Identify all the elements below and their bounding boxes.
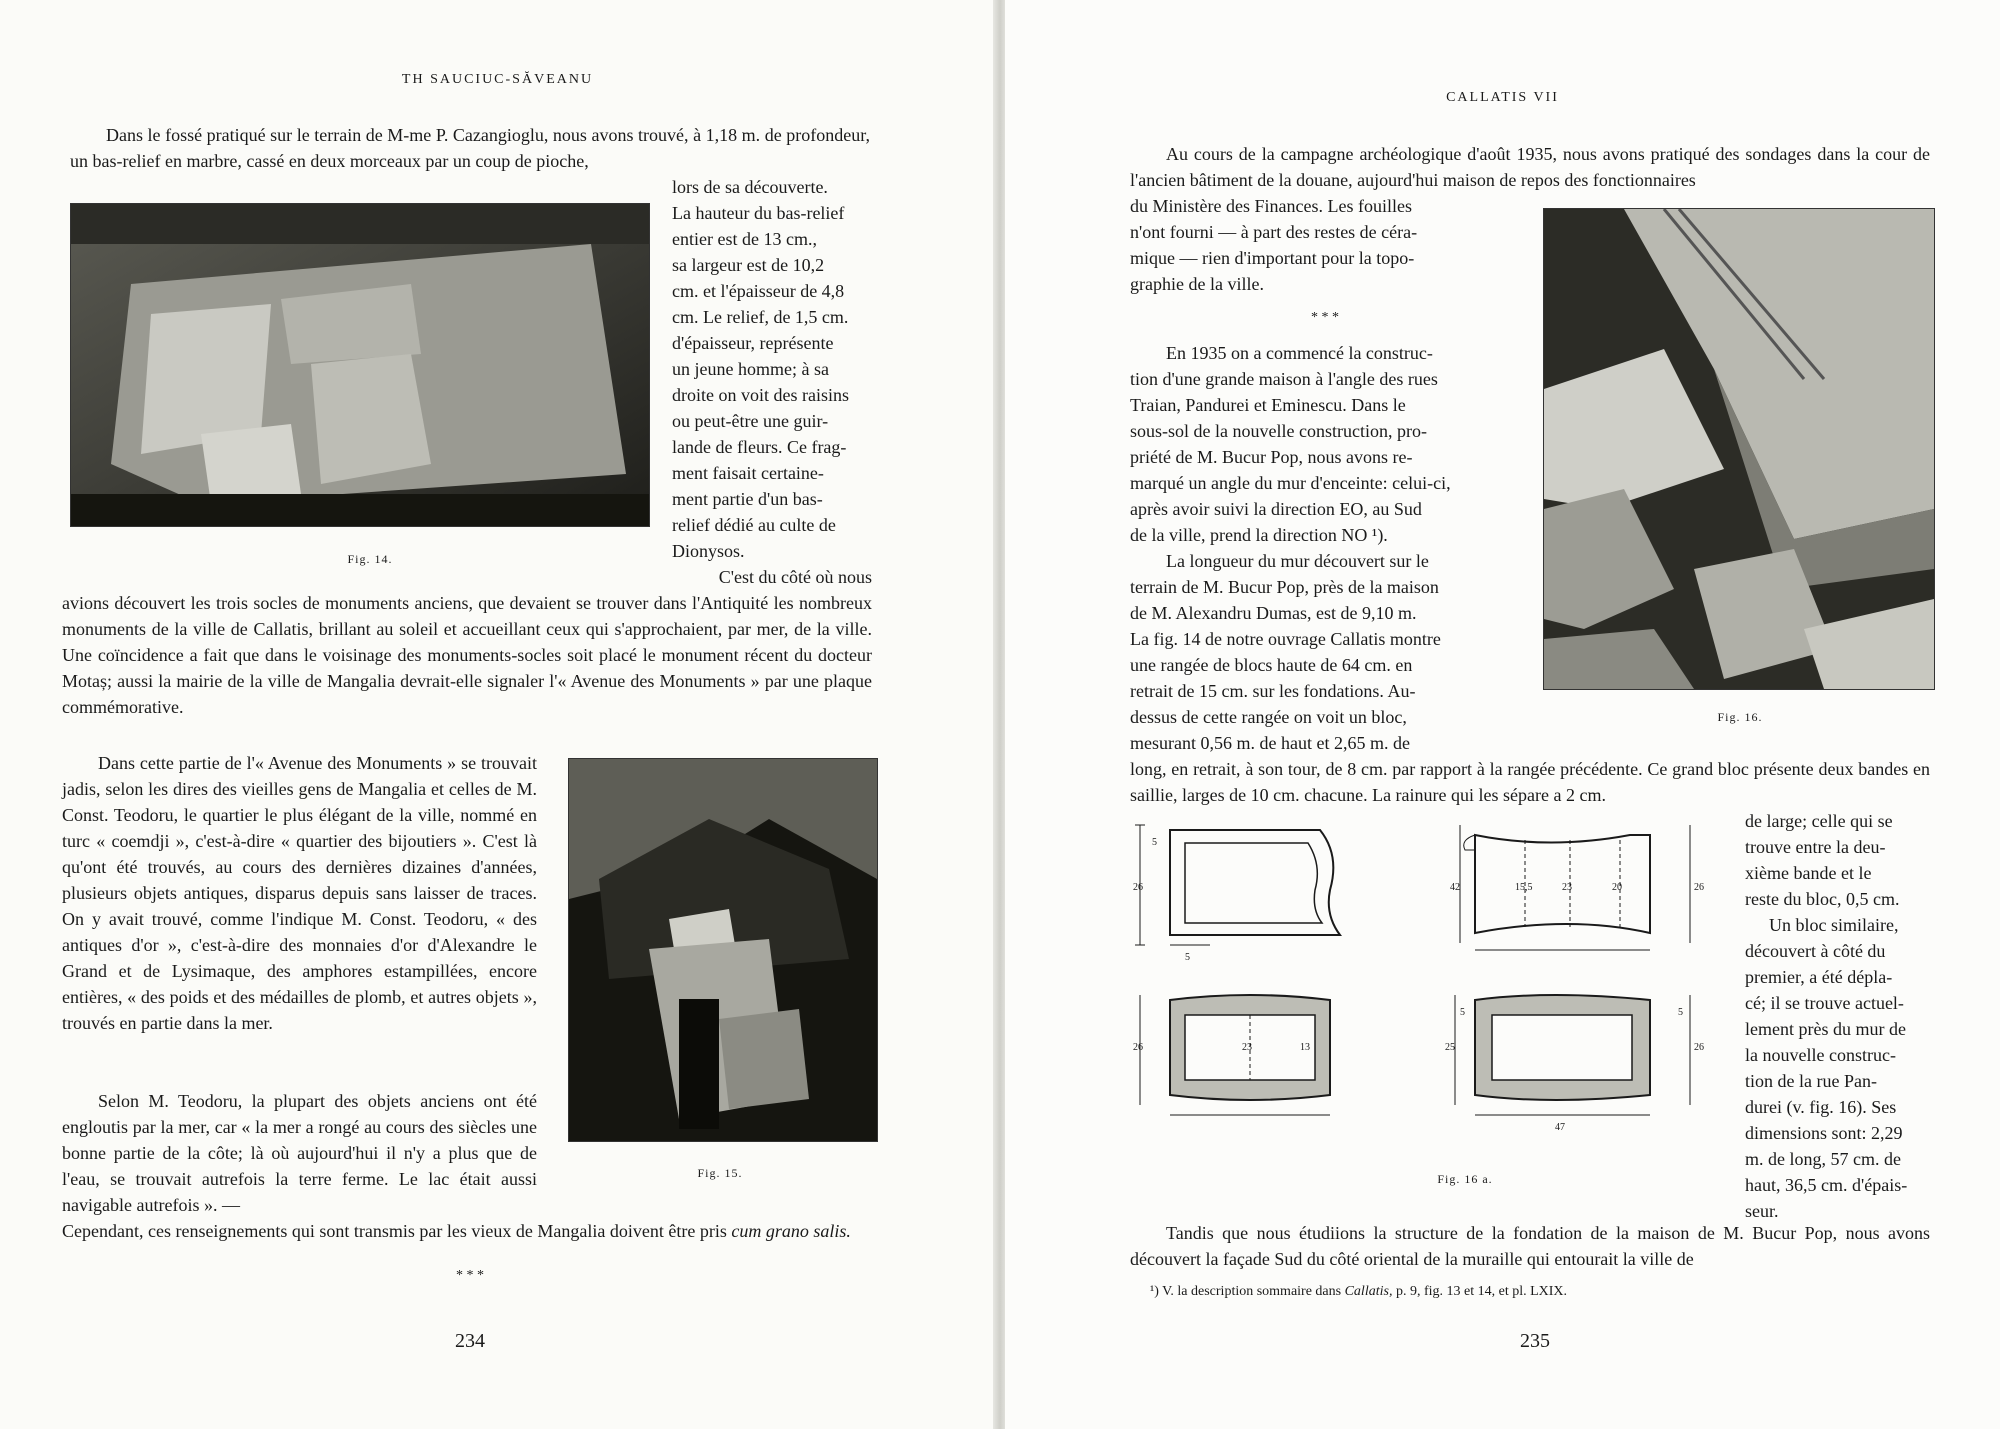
footnote-italic: Callatis,	[1344, 1284, 1393, 1299]
side-line: Dionysos.	[672, 541, 745, 561]
side-line: dessus de cette rangée on voit un bloc,	[1130, 707, 1407, 727]
side-line: de large; celle qui se	[1745, 811, 1893, 831]
side-line: xième bande et le	[1745, 863, 1872, 883]
side-line: trouve entre la deu-	[1745, 837, 1886, 857]
dim-label: 5	[1152, 837, 1157, 848]
right-para-1-side	[1130, 193, 1525, 297]
footnote-text-end: p. 9, fig. 13 et 14, et pl. LXIX.	[1395, 1284, 1568, 1299]
side-line: de M. Alexandru Dumas, est de 9,10 m.	[1130, 603, 1417, 623]
left-para-5	[62, 1218, 872, 1244]
right-para-3	[1130, 548, 1525, 756]
monument-socle-image	[569, 759, 877, 1141]
dim-label: 5	[1185, 952, 1190, 963]
side-line: ment partie d'un bas-	[672, 489, 823, 509]
right-para-4-side	[1745, 912, 1930, 1224]
side-line: retrait de 15 cm. sur les fondations. Au-	[1130, 681, 1416, 701]
side-line: La fig. 14 de notre ouvrage Callatis montre	[1130, 629, 1441, 649]
side-line: lande de fleurs. Ce frag-	[672, 437, 847, 457]
right-page	[1005, 0, 2000, 1429]
dim-label: 42	[1450, 882, 1460, 893]
block-drawing-2	[1450, 825, 1704, 950]
side-line: m. de long, 57 cm. de	[1745, 1149, 1901, 1169]
dim-label: 47	[1555, 1122, 1565, 1133]
fig-14-caption: Fig. 14.	[347, 552, 393, 566]
page-number-right: 235	[1520, 1330, 1550, 1352]
side-line: La hauteur du bas-relief	[672, 203, 845, 223]
wall-block-image	[1544, 209, 1934, 689]
side-line: un jeune homme; à sa	[672, 359, 829, 379]
left-para-3: Dans cette partie de l'« Avenue des Monuments » se trouvait jadis, selon les dires des vieilles gens de Mangalia et celles de M. Const. Teodoru, le quartier le plus élégant de la ville, nommé en turc « coemdji », c'est-à-dire « quartier des bijoutiers ». C'est là qu'ont été trouvés, au cours des dernières dizaines d'années, plusieurs objets antiques, disparus depuis sans laisser de traces. On y avait trouvé, comme l'indique M. Const. Teodoru, « des antiques d'or », c'est-à-dire des monnaies d'or d'Alexandre le Grand et de Lysimaque, des amphores estampillées, encore entières, « des poids et des médailles de plomb, et autres objets », trouvés en partie dans la mer.	[62, 753, 537, 1033]
block-drawing-4	[1445, 995, 1704, 1133]
block-drawing-1	[1133, 825, 1340, 963]
dim-label: 23	[1562, 882, 1572, 893]
side-line: La longueur du mur découvert sur le	[1166, 551, 1429, 571]
dim-label: 13	[1300, 1042, 1310, 1053]
side-line: C'est du côté où nous	[718, 567, 872, 587]
figure-16a-drawings	[1130, 815, 1730, 1145]
dim-label: 23	[1242, 1042, 1252, 1053]
side-line: cé; il se trouve actuel-	[1745, 993, 1904, 1013]
side-line: premier, a été dépla-	[1745, 967, 1893, 987]
side-line: tion de la rue Pan-	[1745, 1071, 1877, 1091]
left-para-1-side	[672, 174, 872, 590]
side-line: une rangée de blocs haute de 64 cm. en	[1130, 655, 1413, 675]
dim-label: 15,5	[1515, 882, 1533, 893]
dim-label: 20	[1612, 882, 1622, 893]
block-drawing-3	[1133, 995, 1330, 1115]
para5-italic: cum grano salis.	[731, 1221, 851, 1241]
page-number-left: 234	[455, 1330, 485, 1352]
side-line: En 1935 on a commencé la construc-	[1166, 343, 1433, 363]
fig-16-caption: Fig. 16.	[1717, 710, 1763, 724]
figure-16-photo	[1543, 208, 1935, 690]
side-line: découvert à côté du	[1745, 941, 1886, 961]
dim-label: 25	[1445, 1042, 1455, 1053]
dim-label: 26	[1694, 882, 1704, 893]
dim-label: 5	[1678, 1007, 1683, 1018]
side-line: cm. et l'épaisseur de 4,8	[672, 281, 845, 301]
side-line: relief dédié au culte de	[672, 515, 836, 535]
side-line: après avoir suivi la direction EO, au Sud	[1130, 499, 1422, 519]
figure-15-photo	[568, 758, 878, 1142]
side-line: entier est de 13 cm.,	[672, 229, 817, 249]
side-line: mique — rien d'important pour la topo-	[1130, 248, 1415, 268]
side-line: Traian, Pandurei et Eminescu. Dans le	[1130, 395, 1406, 415]
right-para-1: Au cours de la campagne archéologique d'août 1935, nous avons pratiqué des sondages dans la cour de l'ancien bâtiment de la douane, aujourd'hui maison de repos des fonctionnaires	[1130, 144, 1930, 190]
side-line: n'ont fourni — à part des restes de céra-	[1130, 222, 1418, 242]
footnote-text: ¹) V. la description sommaire dans	[1150, 1284, 1342, 1299]
right-para-3-side	[1745, 808, 1930, 912]
right-para-3-full: long, en retrait, à son tour, de 8 cm. par rapport à la rangée précédente. Ce grand bloc présente deux bandes en saillie, larges de 10 cm. chacune. La rainure qui les sépare a 2 cm.	[1130, 759, 1930, 805]
side-line: graphie de la ville.	[1130, 274, 1264, 294]
figure-14-photo	[70, 203, 650, 527]
side-line: sa largeur est de 10,2	[672, 255, 825, 275]
side-line: Un bloc similaire,	[1769, 915, 1899, 935]
para5-text: Cependant, ces renseignements qui sont transmis par les vieux de Mangalia doivent être pris	[62, 1221, 727, 1241]
side-line: haut, 36,5 cm. d'épais-	[1745, 1175, 1908, 1195]
right-para-2	[1130, 340, 1525, 548]
left-page	[0, 0, 995, 1429]
right-para-5: Tandis que nous étudiions la structure de la fondation de la maison de M. Bucur Pop, nous avons découvert la façade Sud du côté oriental de la muraille qui entourait la ville de	[1130, 1223, 1930, 1269]
fig-16a-caption: Fig. 16 a.	[1437, 1172, 1493, 1186]
dim-label: 26	[1694, 1042, 1704, 1053]
side-line: d'épaisseur, représente	[672, 333, 834, 353]
dim-label: 5	[1460, 1007, 1465, 1018]
section-stars-right: * * *	[1311, 310, 1339, 325]
side-line: lement près du mur de	[1745, 1019, 1906, 1039]
fig-15-caption: Fig. 15.	[697, 1166, 743, 1180]
side-line: la nouvelle construc-	[1745, 1045, 1896, 1065]
side-line: marqué un angle du mur d'enceinte: celui-ci,	[1130, 473, 1451, 493]
side-line: lors de sa découverte.	[672, 177, 828, 197]
side-line: de la ville, prend la direction NO ¹).	[1130, 525, 1388, 545]
side-line: du Ministère des Finances. Les fouilles	[1130, 196, 1412, 216]
section-stars-left: * * *	[456, 1268, 484, 1283]
side-line: priété de M. Bucur Pop, nous avons re-	[1130, 447, 1413, 467]
side-line: dimensions sont: 2,29	[1745, 1123, 1903, 1143]
dim-label: 26	[1133, 882, 1143, 893]
side-line: ou peut-être une guir-	[672, 411, 829, 431]
side-line: durei (v. fig. 16). Ses	[1745, 1097, 1897, 1117]
left-para-2: avions découvert les trois socles de monuments anciens, que devaient se trouver dans l'Antiquité les nombreux monuments de la ville de Callatis, brillant au soleil et accueillant ceux qui s'approchaient, par mer, de la ville. Une coïncidence a fait que dans le voisinage des monuments-socles soit placé le monument récent du docteur Motaș; aussi la mairie de la ville de Mangalia devrait-elle signaler l'« Avenue des Monuments » par une plaque commémorative.	[62, 593, 872, 717]
running-head-right: CALLATIS VII	[1446, 90, 1559, 105]
dim-label: 26	[1133, 1042, 1143, 1053]
running-head-left: TH SAUCIUC-SĂVEANU	[401, 72, 594, 87]
side-line: ment faisait certaine-	[672, 463, 824, 483]
side-line: sous-sol de la nouvelle construction, pro-	[1130, 421, 1427, 441]
side-line: terrain de M. Bucur Pop, près de la maison	[1130, 577, 1439, 597]
side-line: seur.	[1745, 1201, 1779, 1221]
left-para-4: Selon M. Teodoru, la plupart des objets anciens ont été engloutis par la mer, car « la mer a rongé au cours des siècles une bonne partie de la côte; là où aujourd'hui il n'y a plus que de l'eau, se trouvait autrefois la terre ferme. Le lac était aussi navigable autrefois ». —	[62, 1091, 537, 1215]
side-line: tion d'une grande maison à l'angle des rues	[1130, 369, 1438, 389]
side-line: mesurant 0,56 m. de haut et 2,65 m. de	[1130, 733, 1410, 753]
footnote	[1150, 1284, 1930, 1300]
relief-fragments-image	[71, 204, 649, 526]
left-para-1: Dans le fossé pratiqué sur le terrain de M-me P. Cazangioglu, nous avons trouvé, à 1,18 m. de profondeur, un bas-relief en marbre, cassé en deux morceaux par un coup de pioche,	[70, 125, 870, 171]
side-line: reste du bloc, 0,5 cm.	[1745, 889, 1900, 909]
side-line: cm. Le relief, de 1,5 cm.	[672, 307, 849, 327]
side-line: droite on voit des raisins	[672, 385, 849, 405]
